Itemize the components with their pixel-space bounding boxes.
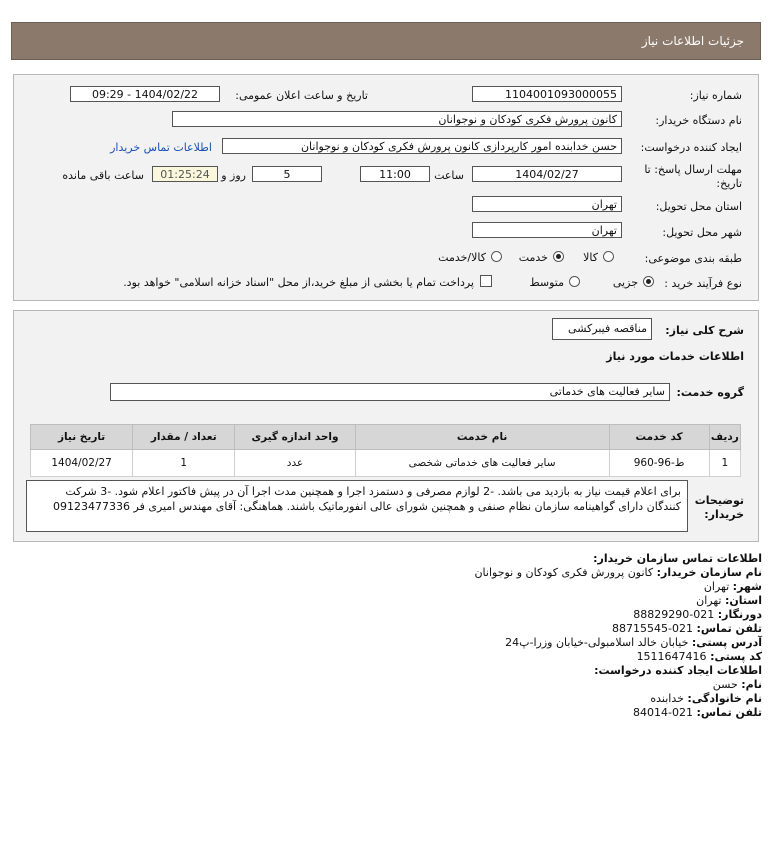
cell-service-code: ط-96-960 [609, 450, 709, 477]
buyer-contact-address-key: آدرس پستی: [691, 636, 762, 649]
buyer-contact-fax [474, 608, 762, 622]
services-section-title: اطلاعات خدمات مورد نیاز [606, 350, 744, 363]
creator-contact-title: اطلاعات ایجاد کننده درخواست: [594, 664, 762, 677]
process-partial-label: جزیی [612, 276, 638, 289]
deadline-days-label: روز و [221, 169, 246, 182]
buyer-contact-city-key: شهر: [732, 580, 762, 593]
col-header-service-name: نام خدمت [355, 425, 609, 450]
services-table-wrapper [30, 424, 741, 477]
buyer-org-field[interactable]: کانون پرورش فکری کودکان و نوجوانان [172, 111, 622, 127]
col-header-quantity: تعداد / مقدار [133, 425, 235, 450]
process-medium-label: متوسط [529, 276, 564, 289]
buyer-contact-province [474, 594, 762, 608]
creator-contact-name [474, 678, 762, 692]
summary-field[interactable]: مناقصه فیبرکشی [552, 318, 652, 340]
announce-label: تاریخ و ساعت اعلان عمومی: [235, 89, 368, 102]
city-field[interactable]: تهران [472, 222, 622, 238]
deadline-label-line2: تاریخ: [716, 177, 742, 190]
col-header-row-num: ردیف [709, 425, 740, 450]
deadline-time-field[interactable]: 11:00 [360, 166, 430, 182]
need-number-label: شماره نیاز: [689, 89, 742, 102]
announce-field[interactable]: 1404/02/22 - 09:29 [70, 86, 220, 102]
remaining-time-label: ساعت باقی مانده [62, 169, 144, 182]
buyer-contact-address [474, 636, 762, 650]
buyer-contact-postal-value: 1511647416 [636, 650, 707, 663]
buyer-contact-phone-key: تلفن تماس: [696, 622, 762, 635]
page-header [11, 22, 761, 60]
creator-contact-name-value: حسن [712, 678, 738, 691]
service-group-label: گروه خدمت: [676, 386, 744, 399]
cell-row-num: 1 [709, 450, 740, 477]
buyer-contact-city-value: تهران [703, 580, 730, 593]
col-header-service-code: کد خدمت [609, 425, 709, 450]
table-header-row [31, 425, 741, 450]
buyer-contact-province-key: استان: [725, 594, 762, 607]
process-medium-radio[interactable] [569, 276, 580, 287]
buyer-contact-link[interactable]: اطلاعات تماس خریدار [110, 141, 212, 154]
buyer-contact-section [474, 552, 762, 720]
treasury-note: پرداخت تمام یا بخشی از مبلغ خرید،از محل "اسناد خزانه اسلامی" خواهد بود. [123, 276, 474, 289]
need-number-field[interactable]: 1104001093000055 [472, 86, 622, 102]
table-row[interactable] [31, 450, 741, 477]
category-goods-label: کالا [583, 251, 598, 264]
buyer-contact-fax-value: 021-88829290 [633, 608, 715, 621]
summary-label: شرح کلی نیاز: [665, 324, 744, 337]
service-group-field[interactable]: سایر فعالیت های خدماتی [110, 383, 670, 401]
col-header-unit: واحد اندازه گیری [235, 425, 355, 450]
category-service-label: خدمت [518, 251, 548, 264]
buyer-contact-phone [474, 622, 762, 636]
buyer-contact-address-value: خیابان خالد اسلامبولی-خیابان وزرا-پ24 [505, 636, 689, 649]
cell-service-name: سایر فعالیت های خدماتی شخصی [355, 450, 609, 477]
deadline-days-field[interactable]: 5 [252, 166, 322, 182]
creator-contact-family-value: خدابنده [650, 692, 684, 705]
buyer-notes-box [26, 480, 688, 532]
buyer-contact-fax-key: دورنگار: [717, 608, 762, 621]
deadline-time-label: ساعت [434, 169, 464, 182]
page-title: جزئیات اطلاعات نیاز [641, 34, 744, 48]
requester-field[interactable]: حسن خدابنده امور کارپردازی کانون پرورش فکری کودکان و نوجوانان [222, 138, 622, 154]
requester-label: ایجاد کننده درخواست: [640, 141, 742, 154]
col-header-need-date: تاریخ نیاز [31, 425, 133, 450]
category-label: طبقه بندی موضوعی: [644, 252, 742, 265]
creator-contact-phone [474, 706, 762, 720]
deadline-date-field[interactable]: 1404/02/27 [472, 166, 622, 182]
category-goods-radio[interactable] [603, 251, 614, 262]
creator-contact-family-key: نام خانوادگی: [687, 692, 762, 705]
buyer-contact-title: اطلاعات تماس سازمان خریدار: [593, 552, 762, 565]
buyer-contact-org-key: نام سازمان خریدار: [656, 566, 762, 579]
category-service-radio[interactable] [553, 251, 564, 262]
buyer-org-label: نام دستگاه خریدار: [655, 114, 742, 127]
treasury-checkbox[interactable] [480, 275, 492, 287]
buyer-notes-text: برای اعلام قیمت نیاز به بازدید می باشد. -2 لوازم مصرفی و دستمزد اجرا و همچنین مدت اجرا آن در پیش فاکتور اعلام شود. -3 شرکت کنندگان دارای گواهینامه سازمان نظام صنفی و همچنین شورای عالی انفورماتیک باشند. هماهنگی: آقای مهندس امیری فر 09123477336 [53, 485, 681, 513]
buyer-contact-org [474, 566, 762, 580]
process-label: نوع فرآیند خرید : [664, 277, 742, 290]
buyer-contact-org-value: کانون پرورش فکری کودکان و نوجوانان [474, 566, 654, 579]
creator-contact-family [474, 692, 762, 706]
remaining-time-field: 01:25:24 [152, 166, 218, 182]
cell-need-date: 1404/02/27 [31, 450, 133, 477]
province-field[interactable]: تهران [472, 196, 622, 212]
creator-contact-phone-key: تلفن تماس: [696, 706, 762, 719]
buyer-notes-label [682, 494, 744, 522]
cell-unit: عدد [235, 450, 355, 477]
creator-contact-name-key: نام: [741, 678, 762, 691]
category-goods-service-radio[interactable] [491, 251, 502, 262]
buyer-contact-phone-value: 021-88715545 [612, 622, 694, 635]
buyer-notes-label-text: توضیحات خریدار: [694, 494, 744, 521]
cell-quantity: 1 [133, 450, 235, 477]
need-info-panel [13, 74, 759, 301]
buyer-contact-province-value: تهران [696, 594, 722, 607]
deadline-label-line1: مهلت ارسال پاسخ: تا [644, 163, 742, 176]
buyer-contact-city [474, 580, 762, 594]
city-label: شهر محل تحویل: [662, 226, 742, 239]
services-table [30, 424, 741, 477]
category-goods-service-label: کالا/خدمت [438, 251, 486, 264]
buyer-contact-postal [474, 650, 762, 664]
buyer-contact-postal-key: کد پستی: [710, 650, 762, 663]
creator-contact-phone-value: 021-84014 [633, 706, 694, 719]
province-label: استان محل تحویل: [655, 200, 742, 213]
process-partial-radio[interactable] [643, 276, 654, 287]
